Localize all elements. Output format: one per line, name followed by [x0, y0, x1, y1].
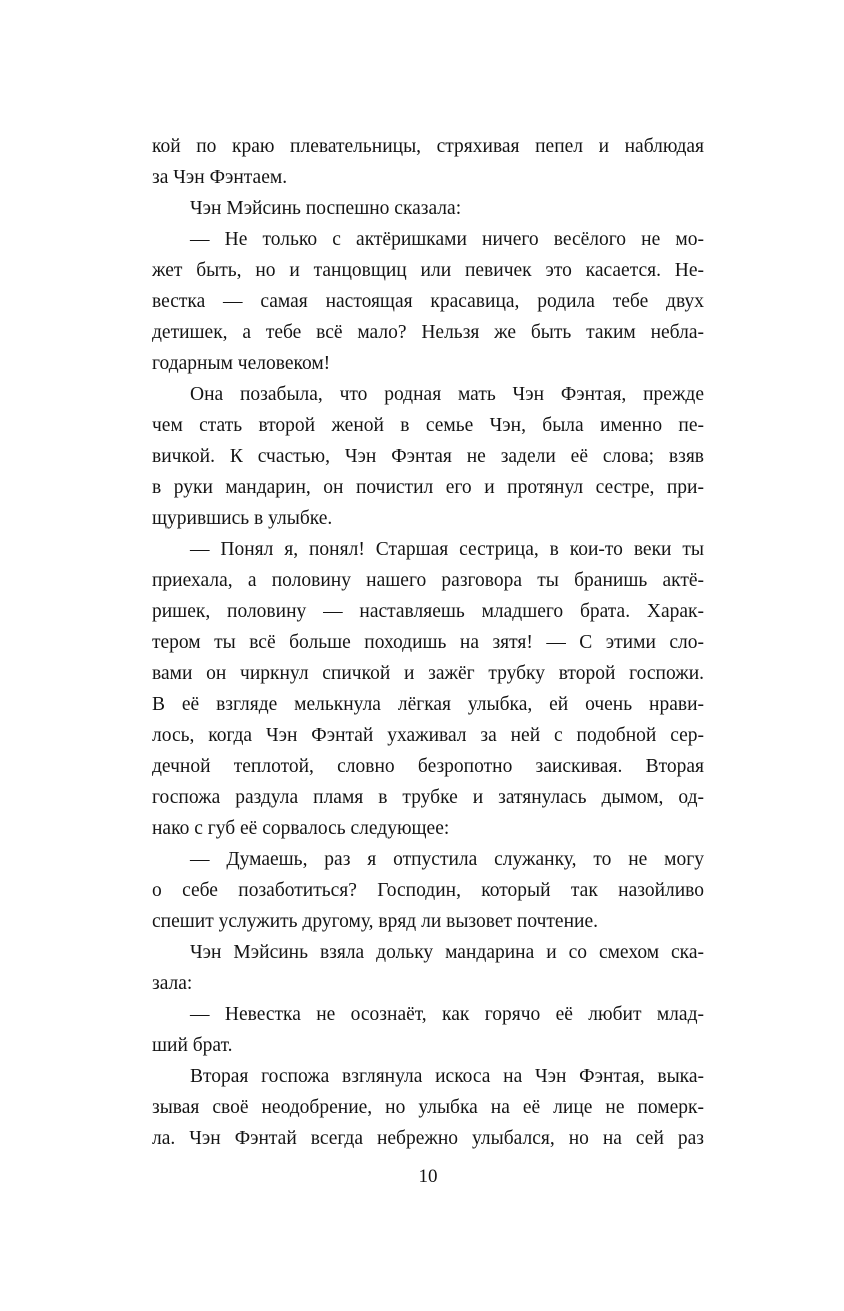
- text-line: ла. Чэн Фэнтай всегда небрежно улыбался, но на сей раз: [152, 1128, 704, 1149]
- text-line: госпожа раздула пламя в трубке и затянулась дымом, од-: [152, 787, 704, 808]
- paragraph: [152, 193, 704, 224]
- text-line: — Понял я, понял! Старшая сестрица, в кои-то веки ты: [190, 539, 704, 560]
- text-line: — Не только с актёришками ничего весёлого не мо-: [190, 229, 704, 250]
- text-line: приехала, а половину нашего разговора ты бранишь актё-: [152, 570, 704, 591]
- text-line: зала:: [152, 973, 193, 994]
- text-line: годарным человеком!: [152, 353, 331, 374]
- paragraph: [152, 224, 704, 379]
- text-line: нако с губ её сорвалось следующее:: [152, 818, 450, 839]
- paragraph: [152, 844, 704, 937]
- text-column: [152, 131, 704, 1154]
- text-line: кой по краю плевательницы, стряхивая пепел и наблюдая: [152, 136, 704, 157]
- text-line: жет быть, но и танцовщиц или певичек это касается. Не-: [152, 260, 704, 281]
- page-number: 10: [418, 1166, 438, 1187]
- text-line: Чэн Мэйсинь взяла дольку мандарина и со смехом ска-: [190, 942, 704, 963]
- text-line: дечной теплотой, словно безропотно заискивая. Вторая: [152, 756, 704, 777]
- text-line: Вторая госпожа взглянула искоса на Чэн Фэнтая, выка-: [190, 1066, 704, 1087]
- text-line: ший брат.: [152, 1035, 233, 1056]
- paragraph: [152, 379, 704, 534]
- text-line: детишек, а тебе всё мало? Нельзя же быть таким небла-: [152, 322, 704, 343]
- text-line: В её взгляде мелькнула лёгкая улыбка, ей очень нрави-: [152, 694, 704, 715]
- text-line: ришек, половину — наставляешь младшего брата. Харак-: [152, 601, 704, 622]
- paragraph: [152, 937, 704, 999]
- text-line: Она позабыла, что родная мать Чэн Фэнтая, прежде: [190, 384, 704, 405]
- text-line: чем стать второй женой в семье Чэн, была именно пе-: [152, 415, 704, 436]
- text-line: щурившись в улыбке.: [152, 508, 333, 529]
- text-line: вестка — самая настоящая красавица, родила тебе двух: [152, 291, 704, 312]
- text-line: тером ты всё больше походишь на зятя! — С этими сло-: [152, 632, 704, 653]
- paragraph: [152, 1061, 704, 1154]
- paragraph: [152, 999, 704, 1061]
- text-line: вами он чиркнул спичкой и зажёг трубку второй госпожи.: [152, 663, 704, 684]
- text-line: Чэн Мэйсинь поспешно сказала:: [190, 198, 462, 219]
- text-line: лось, когда Чэн Фэнтай ухаживал за ней с подобной сер-: [152, 725, 704, 746]
- text-line: вичкой. К счастью, Чэн Фэнтая не задели её слова; взяв: [152, 446, 704, 467]
- text-line: — Думаешь, раз я отпустила служанку, то не могу: [190, 849, 704, 870]
- text-line: в руки мандарин, он почистил его и протянул сестре, при-: [152, 477, 704, 498]
- text-line: о себе позаботиться? Господин, который так назойливо: [152, 880, 704, 901]
- text-line: спешит услужить другому, вряд ли вызовет почтение.: [152, 911, 598, 932]
- paragraph: [152, 131, 704, 193]
- text-line: зывая своё неодобрение, но улыбка на её лице не померк-: [152, 1097, 704, 1118]
- text-line: за Чэн Фэнтаем.: [152, 167, 288, 188]
- paragraph: [152, 534, 704, 844]
- text-line: — Невестка не осознаёт, как горячо её любит млад-: [190, 1004, 704, 1025]
